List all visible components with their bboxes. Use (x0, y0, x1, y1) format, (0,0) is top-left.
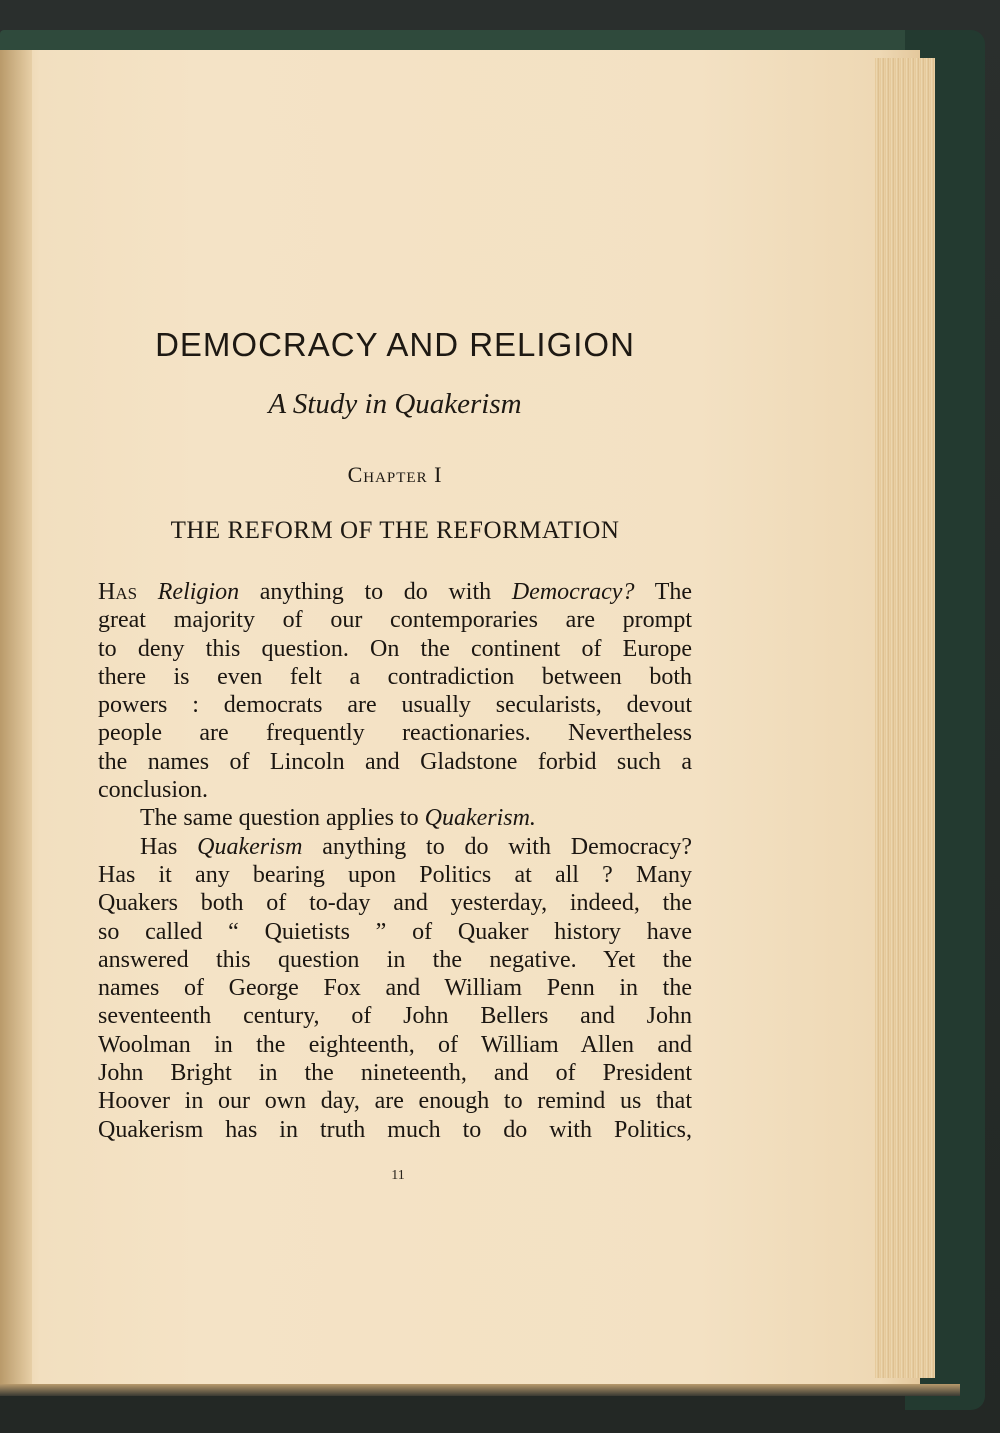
text-line: so called “ Quietists ” of Quaker history have (98, 918, 692, 945)
text-line: Has it any bearing upon Politics at all ? Many (98, 861, 692, 888)
text-line: seventeenth century, of John Bellers and John (98, 1003, 692, 1030)
book-title: DEMOCRACY AND RELIGION (155, 326, 635, 363)
text-line: to deny this question. On the continent of Europe (98, 635, 692, 662)
text-line: Woolman in the eighteenth, of William Allen and (98, 1031, 692, 1058)
text-line: answered this question in the negative. Yet the (98, 946, 692, 973)
text-line: conclusion. (98, 777, 208, 804)
text-line: powers : democrats are usually secularists, devout (98, 692, 692, 719)
text-line: Quakerism has in truth much to do with Politics, (98, 1116, 692, 1143)
text-line: Has Religion anything to do with Democracy? The (98, 579, 693, 605)
page-bottom-shadow (0, 1384, 960, 1396)
text-line: the names of Lincoln and Gladstone forbid such a (98, 748, 692, 775)
page-gutter (0, 50, 32, 1390)
text-line: Hoover in our own day, are enough to remind us that (98, 1088, 692, 1115)
chapter-title: THE REFORM OF THE REFORMATION (170, 517, 620, 544)
text-line: there is even felt a contradiction between both (98, 663, 692, 690)
page-edges (875, 58, 935, 1378)
text-line: names of George Fox and William Penn in the (98, 975, 692, 1002)
text-line: The same question applies to Quakerism. (140, 805, 536, 832)
body-text (98, 578, 692, 1144)
text-line: Quakers both of to-day and yesterday, indeed, the (98, 890, 692, 917)
text-line: people are frequently reactionaries. Nevertheless (98, 720, 692, 747)
chapter-label: Chapter I (347, 462, 443, 487)
text-line: Has Quakerism anything to do with Democracy? (140, 833, 693, 860)
text-line: great majority of our contemporaries are prompt (98, 607, 692, 634)
text-line: John Bright in the nineteenth, and of President (98, 1060, 692, 1087)
book-subtitle: A Study in Quakerism (268, 388, 522, 420)
page-number: 11 (391, 1168, 405, 1183)
